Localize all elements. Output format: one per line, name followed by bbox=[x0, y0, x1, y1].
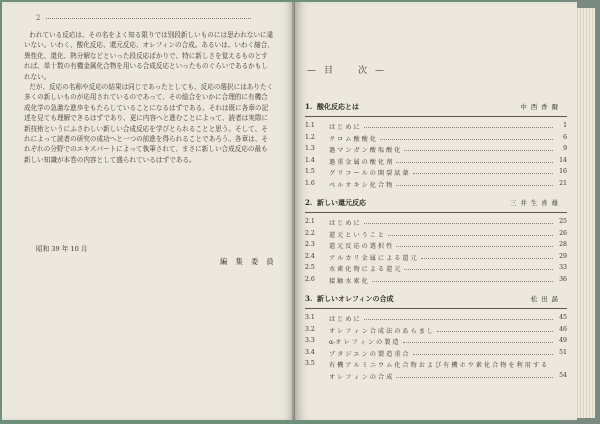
entry-number: 3.5 bbox=[305, 360, 315, 368]
entry-page-number: 29 bbox=[559, 252, 567, 260]
entry-number: 2.2 bbox=[305, 229, 315, 237]
section-heading bbox=[305, 198, 567, 210]
entry-number: 2.5 bbox=[305, 264, 315, 272]
entry-title: 過 重 金 属 の 酸 化 剤 bbox=[329, 158, 393, 166]
leader-dots bbox=[396, 377, 553, 378]
toc-section bbox=[305, 102, 567, 192]
section-author: 中 西 香 爾 bbox=[520, 103, 559, 111]
entry-title: α-オ レ フ ィ ン の 製 造 bbox=[329, 339, 399, 347]
entry-title: 還 元 と い う こ と bbox=[329, 231, 385, 239]
leader-dots bbox=[364, 127, 553, 128]
toc-entry bbox=[305, 264, 567, 276]
entry-page-number: 45 bbox=[559, 314, 567, 321]
toc-entry bbox=[305, 180, 567, 192]
entry-number: 2.6 bbox=[305, 275, 315, 283]
toc-entry bbox=[305, 360, 567, 372]
entry-number: 1.5 bbox=[305, 168, 315, 176]
leader-dots bbox=[372, 281, 553, 282]
section-number: 3. bbox=[305, 294, 313, 303]
left-page bbox=[2, 2, 294, 420]
entry-number: 2.4 bbox=[305, 252, 315, 260]
page-number: 2 bbox=[36, 14, 41, 22]
entry-page-number: 49 bbox=[559, 337, 567, 345]
entry-number: 2.1 bbox=[305, 218, 315, 225]
leader-dots bbox=[403, 342, 553, 343]
left-running-head bbox=[28, 14, 278, 24]
entry-page-number: 36 bbox=[559, 275, 567, 283]
toc-title: —目 次— bbox=[307, 66, 393, 76]
entry-title: は じ め に bbox=[329, 124, 360, 131]
entry-page-number: 26 bbox=[559, 229, 567, 237]
entry-title: は じ め に bbox=[329, 316, 360, 323]
entry-number: 1.6 bbox=[305, 179, 315, 187]
section-author: 三 井 生 喜 雄 bbox=[509, 199, 559, 207]
entry-page-number: 1 bbox=[563, 122, 567, 129]
preface-date: 昭和 39 年 10 月 bbox=[36, 245, 88, 253]
entry-number: 3.1 bbox=[305, 314, 315, 321]
entry-number: 3.2 bbox=[305, 325, 315, 333]
leader-dots bbox=[388, 235, 553, 236]
entry-number: 1.2 bbox=[305, 133, 315, 141]
entry-page-number: 16 bbox=[559, 168, 567, 176]
entry-title: 過 マ ン ガ ン 酸 塩 酸 化 bbox=[329, 147, 401, 155]
toc-entry bbox=[305, 230, 567, 242]
section-heading bbox=[305, 102, 567, 114]
section-rule bbox=[305, 308, 567, 309]
leader-dots bbox=[396, 162, 553, 163]
entry-title: ペ ル オ キ シ 化 合 物 bbox=[329, 181, 393, 189]
head-ornament-line bbox=[46, 18, 251, 19]
section-author: 松 田 勗 bbox=[530, 295, 559, 303]
section-rule bbox=[305, 116, 567, 117]
entry-title: ブ タ ジ エ ン の 製 造 重 合 bbox=[329, 350, 409, 358]
leader-dots bbox=[380, 139, 553, 140]
toc-entry bbox=[305, 241, 567, 253]
entry-number: 3.4 bbox=[305, 348, 315, 356]
toc-entry bbox=[305, 218, 567, 230]
entry-page-number: 46 bbox=[559, 325, 567, 333]
entry-page-number: 51 bbox=[559, 348, 567, 356]
leader-dots bbox=[437, 331, 553, 332]
leader-dots bbox=[396, 185, 553, 186]
entry-title: 有 機 ア ル ミ ニ ウ ム 化 合 物 お よ び 有 機 ホ ウ 素 化 合 物 を 利 用 す る bbox=[329, 362, 548, 370]
entry-number: 1.4 bbox=[305, 156, 315, 164]
leader-dots bbox=[404, 269, 553, 270]
entry-page-number: 28 bbox=[559, 241, 567, 249]
entry-title: ク ロ ム 酸 酸 化 bbox=[329, 135, 376, 143]
leader-dots bbox=[413, 173, 553, 174]
leader-dots bbox=[364, 223, 553, 224]
toc-entry bbox=[305, 337, 567, 349]
entry-page-number: 25 bbox=[559, 218, 567, 225]
toc-entry bbox=[305, 349, 567, 361]
entry-title: 水 素 化 物 に よ る 還 元 bbox=[329, 266, 401, 274]
leader-dots bbox=[413, 354, 553, 355]
toc-entry bbox=[305, 122, 567, 134]
toc-entry bbox=[305, 253, 567, 265]
section-number: 2. bbox=[305, 198, 313, 207]
section-title: 新しい還元反応 bbox=[317, 198, 366, 207]
toc-entry bbox=[305, 314, 567, 326]
leader-dots bbox=[396, 246, 553, 247]
entry-title: ア ル カ リ 金 属 に よ る 還 元 bbox=[329, 254, 417, 262]
entry-page-number: 33 bbox=[559, 264, 567, 272]
toc-entry bbox=[305, 372, 567, 384]
open-book bbox=[2, 2, 596, 420]
toc-entry bbox=[305, 276, 567, 288]
entry-page-number: 54 bbox=[559, 371, 567, 379]
toc-header bbox=[307, 63, 567, 77]
toc-entry bbox=[305, 145, 567, 157]
section-heading bbox=[305, 294, 567, 306]
leader-dots bbox=[421, 258, 553, 259]
preface-paragraph-2: だが、反応の名称や反応の結果は同じであったとしても、反応の選択にはありたく多くの新しいものが応用されているのであって、その総合をいかに合理的に有機合成化学の急激な進歩をもたらしていることになるはずである。それは既に各章の記述を見ても理解できるはずであり、更に内容へと進むことによって、読者は実際に新技術というにふさわしい新しい合成反応を学びとられることと思う。そして、それによって読者の研究の成功へと一つの前進を得られることであろう。各章は、それぞれの分野でのエキスパートによって執筆されて、まさに新しい合成反応の最も新しい知識が本巻の内容として盛られているはずである。 bbox=[24, 83, 274, 164]
toc-section bbox=[305, 294, 567, 384]
entry-title: 接 触 水 素 化 bbox=[329, 277, 368, 285]
entry-page-number: 6 bbox=[563, 133, 567, 141]
entry-page-number: 21 bbox=[559, 179, 567, 187]
entry-title: 還 元 反 応 の 選 択 性 bbox=[329, 243, 393, 251]
entry-number: 2.3 bbox=[305, 241, 315, 249]
entry-title: グ リ コ ー ル の 開 裂 試 薬 bbox=[329, 170, 409, 178]
preface-signature: 編 集 委 員 bbox=[220, 257, 277, 266]
entry-title: は じ め に bbox=[329, 220, 360, 227]
toc-entry bbox=[305, 168, 567, 180]
page-edges bbox=[577, 8, 595, 418]
section-title: 新しいオレフィンの合成 bbox=[317, 294, 394, 303]
section-rule bbox=[305, 212, 567, 213]
toc-entry bbox=[305, 326, 567, 338]
section-number: 1. bbox=[305, 102, 313, 111]
entry-page-number: 14 bbox=[559, 156, 567, 164]
toc-entry bbox=[305, 157, 567, 169]
preface-paragraph-1: われている反応は、その名をよく知る限りでは別段新しいものには思われないに違いない。いわく、酸化反応、還元反応、オレフィンの合成。あるいは、いわく縮合、異性化、還化、熱分解などといった段反応ばかりで、特に新しさを覚えるものとすれば、単十数の有機金属化合物を用いる合成反応といったものぐらいであるかもしれない。 bbox=[24, 31, 274, 81]
entry-page-number: 9 bbox=[563, 145, 567, 153]
leader-dots bbox=[404, 150, 553, 151]
preface-text bbox=[24, 30, 274, 165]
leader-dots bbox=[364, 319, 553, 320]
toc-section bbox=[305, 198, 567, 288]
toc-entry bbox=[305, 134, 567, 146]
entry-number: 3.3 bbox=[305, 337, 315, 345]
entry-title: オ レ フ ィ ン の 合 成 bbox=[329, 373, 393, 381]
entry-number: 1.1 bbox=[305, 122, 315, 129]
entry-title: オ レ フ ィ ン 合 成 法 の あ ら ま し bbox=[329, 327, 434, 335]
section-title: 酸化反応とは bbox=[317, 102, 359, 111]
entry-number: 1.3 bbox=[305, 145, 315, 153]
